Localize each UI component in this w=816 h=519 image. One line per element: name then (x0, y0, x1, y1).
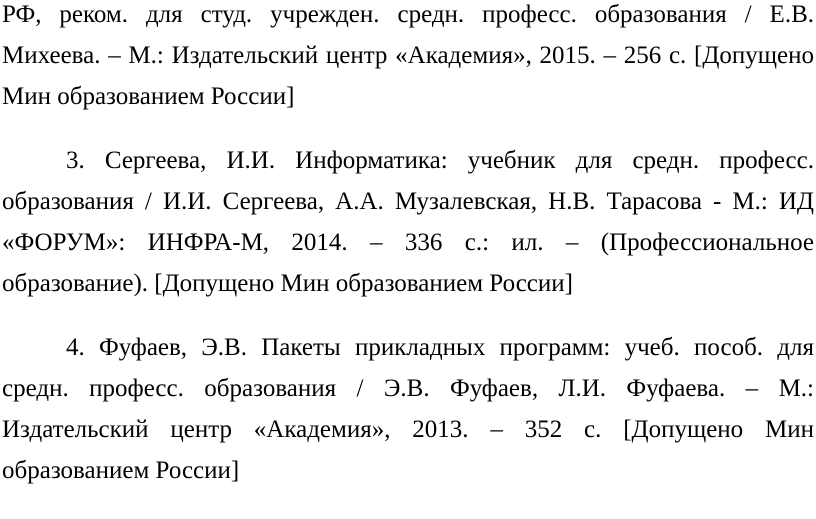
text-line: 4. Фуфаев, Э.В. Пакеты прикладных программ: учеб. пособ. для (66, 334, 814, 361)
text-line: образования / И.И. Сергеева, А.А. Музалевская, Н.В. Тарасова - М.: ИД (2, 188, 814, 215)
text-line: «ФОРУМ»: ИНФРА-М, 2014. – 336 с.: ил. – (Профессиональное (2, 229, 814, 256)
text-line: Михеева. – М.: Издательский центр «Академия», 2015. – 256 с. [Допущено (2, 42, 814, 69)
text-line: 3. Сергеева, И.И. Информатика: учебник для средн. професс. (66, 147, 814, 174)
text-line: РФ, реком. для студ. учрежден. средн. професс. образования / Е.В. (2, 1, 814, 28)
document-page (2, 0, 814, 519)
text-line: Мин образованием России] (2, 83, 295, 110)
text-line: образование). [Допущено Мин образованием России] (2, 270, 573, 297)
text-line: средн. професс. образования / Э.В. Фуфаев, Л.И. Фуфаева. – М.: (2, 375, 814, 402)
text-line: Издательский центр «Академия», 2013. – 352 с. [Допущено Мин (2, 416, 814, 443)
text-line: образованием России] (2, 457, 240, 484)
